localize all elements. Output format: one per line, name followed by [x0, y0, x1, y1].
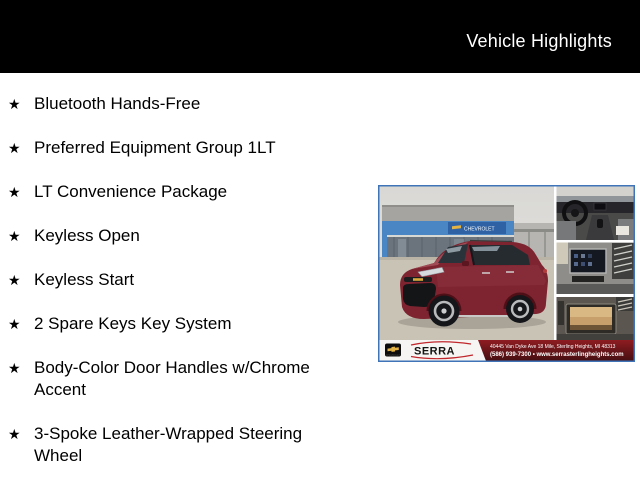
page-title: Vehicle Highlights: [466, 31, 612, 51]
interior-photo-touchscreen: [556, 242, 634, 294]
feature-item: [8, 93, 338, 115]
feature-item: [8, 269, 338, 291]
feature-item: [8, 181, 338, 203]
star-bullet-icon: ★: [8, 96, 21, 112]
dealership-sign-text: CHEVROLET: [464, 226, 495, 233]
interior-photo-backup-camera: [556, 297, 634, 340]
feature-text: 3-Spoke Leather-Wrapped Steering Wheel: [34, 424, 303, 465]
feature-text: LT Convenience Package: [34, 182, 228, 201]
star-bullet-icon: ★: [8, 360, 21, 376]
header-bar: [0, 0, 640, 73]
star-bullet-icon: ★: [8, 272, 21, 288]
feature-item: [8, 225, 338, 247]
feature-text: Body-Color Door Handles w/Chrome Accent: [34, 358, 310, 399]
star-bullet-icon: ★: [8, 228, 21, 244]
chevrolet-logo: [385, 344, 401, 357]
collage-image: [378, 185, 635, 362]
star-bullet-icon: ★: [8, 184, 21, 200]
feature-item: [8, 423, 338, 467]
dealer-address: 40445 Van Dyke Ave 18 Mile, Sterling Heights, MI 48313: [490, 343, 616, 350]
feature-item: [8, 357, 338, 401]
star-bullet-icon: ★: [8, 140, 21, 156]
star-bullet-icon: ★: [8, 316, 21, 332]
feature-text: Preferred Equipment Group 1LT: [34, 138, 276, 157]
feature-text: Keyless Open: [34, 226, 140, 245]
features-list: [8, 93, 338, 480]
feature-text: Bluetooth Hands-Free: [34, 94, 201, 113]
feature-item: [8, 137, 338, 159]
serra-logo-text: SERRA: [414, 345, 456, 358]
dealer-phone-website: (586) 939-7300 • www.serrasterlingheights.com: [490, 352, 624, 358]
exterior-photo: [379, 186, 554, 340]
feature-item: [8, 313, 338, 335]
vehicle-photo-collage[interactable]: [378, 185, 635, 362]
star-bullet-icon: ★: [8, 426, 21, 442]
chevrolet-logo-text: CHEVROLET: [385, 354, 401, 357]
feature-text: Keyless Start: [34, 270, 135, 289]
interior-photo-dashboard: [556, 186, 634, 240]
dealer-banner: [379, 340, 634, 361]
feature-text: 2 Spare Keys Key System: [34, 314, 232, 333]
